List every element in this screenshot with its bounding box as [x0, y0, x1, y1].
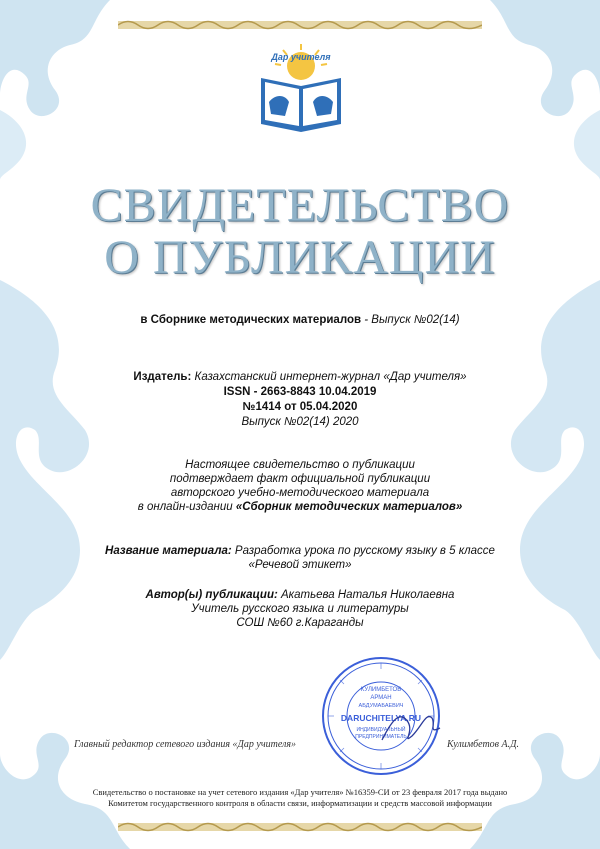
stamp-inner3: АБДУМАБАЕВИЧ: [358, 703, 404, 709]
stamp-inner1: КУЛИМБЕТОВ: [360, 687, 402, 693]
stamp-inner5: ПРЕДПРИНИМАТЕЛЬ: [355, 734, 407, 740]
material-value: Разработка урока по русскому языку в 5 классе: [234, 545, 495, 557]
publisher-line: [0, 370, 600, 384]
footer-line1: Свидетельство о постановке на учет сетевого издания «Дар учителя» №16359-СИ от 23 февраля 2017 года выдано: [92, 787, 508, 797]
author-position: Учитель русского языка и литературы: [191, 603, 409, 615]
registration-number: №1414 от 05.04.2020: [242, 401, 358, 413]
logo-text: Дар учителя: [271, 52, 331, 62]
corner-ornament-top-left: [0, 0, 130, 180]
author-school: СОШ №60 г.Караганды: [236, 617, 364, 629]
editor-name: Кулимбетов А.Д.: [447, 739, 519, 750]
statement-prefix: в онлайн-издании: [137, 501, 233, 513]
stamp-inner4: ИНДИВИДУАЛЬНЫЙ: [356, 727, 406, 733]
issue-line: Выпуск №02(14) 2020: [241, 416, 359, 428]
statement-line4: [0, 500, 600, 514]
top-gold-band: [118, 18, 482, 32]
publisher-label: Издатель:: [133, 371, 192, 383]
stamp-site: DARUCHITELYA.RU: [340, 713, 422, 723]
statement-line3: авторского учебно-методического материала: [170, 487, 430, 499]
collection-issue: - Выпуск №02(14): [364, 314, 460, 326]
corner-ornament-top-right: [470, 0, 600, 180]
publisher-value: Казахстанский интернет-журнал «Дар учителя»: [194, 371, 467, 383]
statement-edition: «Сборник методических материалов»: [235, 501, 463, 513]
certificate-title-line1: СВИДЕТЕЛЬСТВО: [90, 179, 510, 232]
footer-line2: Комитетом государственного контроля в области связи, информатизации и средств массовой информации: [108, 798, 492, 808]
bottom-gold-band: [118, 820, 482, 834]
material-label: Название материала:: [105, 545, 232, 557]
material-line: [0, 544, 600, 558]
editor-label: Главный редактор сетевого издания «Дар учителя»: [74, 739, 297, 750]
stamp-inner2: АРМАН: [370, 695, 392, 701]
statement-line1: Настоящее свидетельство о публикации: [185, 459, 415, 471]
author-label: Автор(ы) публикации:: [145, 589, 278, 601]
collection-name: в Сборнике методических материалов: [140, 314, 362, 326]
author-name: Акатьева Наталья Николаевна: [281, 589, 455, 601]
issn-line: ISSN - 2663-8843 10.04.2019: [223, 386, 377, 398]
editor-signature: [378, 700, 448, 750]
registration-footer: [0, 787, 600, 809]
certificate-title-line2: О ПУБЛИКАЦИИ: [104, 231, 496, 284]
collection-line: [0, 313, 600, 327]
statement-line2: подтверждает факт официальной публикации: [169, 473, 431, 485]
author-line: [0, 588, 600, 602]
material-title: «Речевой этикет»: [248, 559, 352, 571]
